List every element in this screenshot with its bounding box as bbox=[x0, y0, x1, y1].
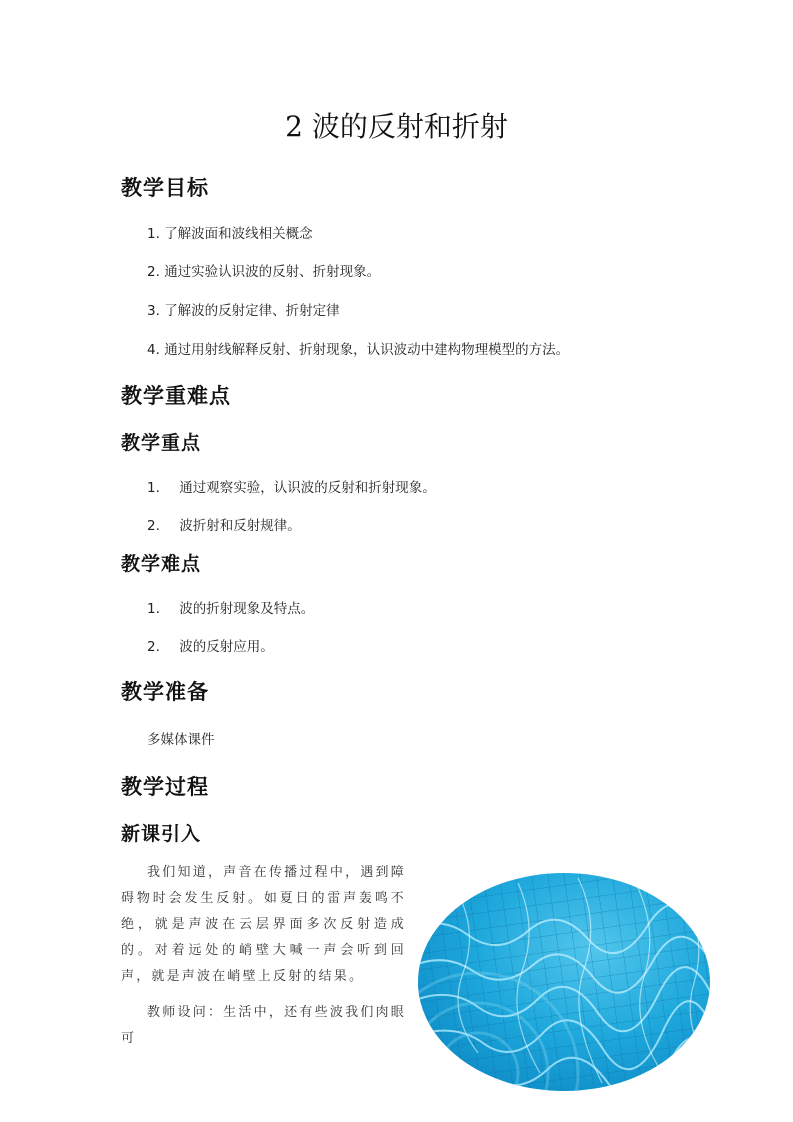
list-item bbox=[147, 635, 274, 655]
intro-paragraph: 我们知道，声音在传播过程中，遇到障碍物时会发生反射。如夏日的雷声轰鸣不绝，就是声波在云层界面多次反射造成的。对着远处的峭壁大喊一声会听到回声，就是声波在峭壁上反射的结果。 bbox=[121, 865, 406, 984]
list-item bbox=[147, 260, 380, 280]
item-text: 波折射和反射规律。 bbox=[179, 518, 301, 534]
key-points-heading: 教学重点 bbox=[121, 432, 202, 454]
objectives-heading: 教学目标 bbox=[121, 176, 209, 200]
key-difficult-heading: 教学重难点 bbox=[121, 384, 231, 408]
item-text: 波的反射应用。 bbox=[179, 639, 274, 655]
item-number: 3. bbox=[147, 303, 160, 319]
item-text: 波的折射现象及特点。 bbox=[179, 601, 315, 617]
item-number: 2. bbox=[147, 518, 160, 534]
pool-water-photo bbox=[418, 873, 710, 1091]
item-text: 通过实验认识波的反射、折射现象。 bbox=[164, 264, 381, 280]
list-item bbox=[147, 514, 301, 534]
item-number: 1. bbox=[147, 480, 160, 496]
intro-heading: 新课引入 bbox=[121, 823, 202, 845]
list-item bbox=[147, 299, 340, 319]
item-number: 1. bbox=[147, 226, 160, 242]
list-item bbox=[147, 338, 569, 358]
intro-text bbox=[121, 860, 406, 1052]
intro-paragraph: 教师设问：生活中，还有些波我们肉眼可 bbox=[121, 1005, 406, 1046]
list-item bbox=[147, 476, 436, 496]
pool-water-icon bbox=[418, 873, 710, 1091]
item-number: 2. bbox=[147, 264, 160, 280]
list-item bbox=[147, 222, 313, 242]
difficult-points-heading: 教学难点 bbox=[121, 553, 202, 575]
item-number: 2. bbox=[147, 639, 160, 655]
item-text: 通过用射线解释反射、折射现象，认识波动中建构物理模型的方法。 bbox=[164, 342, 570, 358]
preparation-text: 多媒体课件 bbox=[147, 732, 215, 748]
item-number: 1. bbox=[147, 601, 160, 617]
item-text: 了解波面和波线相关概念 bbox=[164, 226, 313, 242]
item-text: 通过观察实验，认识波的反射和折射现象。 bbox=[179, 480, 436, 496]
list-item bbox=[147, 597, 314, 617]
item-text: 了解波的反射定律、折射定律 bbox=[164, 303, 340, 319]
process-heading: 教学过程 bbox=[121, 775, 209, 799]
page-title: 2 波的反射和折射 bbox=[285, 110, 508, 143]
preparation-heading: 教学准备 bbox=[121, 680, 209, 704]
item-number: 4. bbox=[147, 342, 160, 358]
